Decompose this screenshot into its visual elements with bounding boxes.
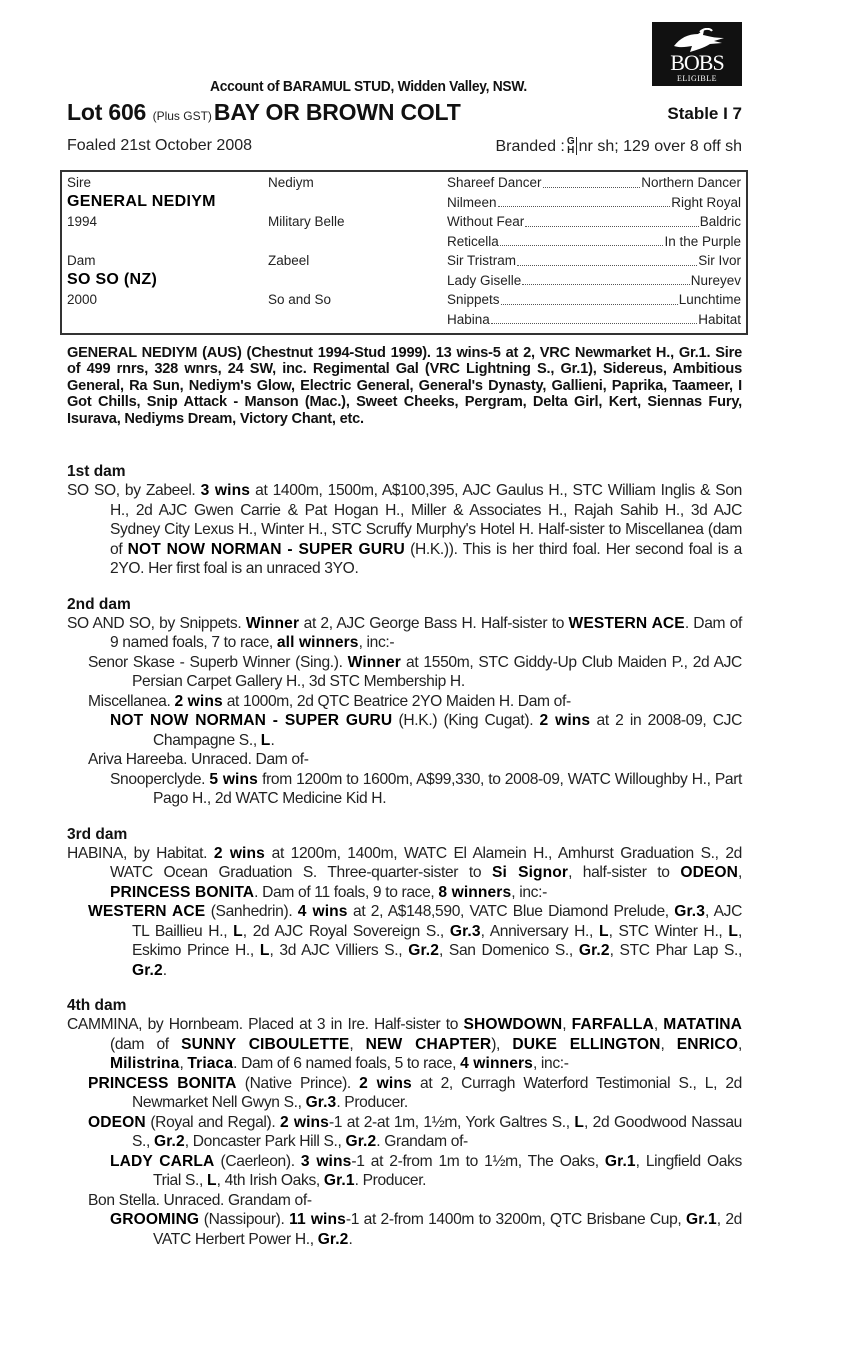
section-heading: 3rd dam — [67, 825, 128, 843]
text: at 2, Curragh Waterford Testimonial S., L, 2d Newmarket Nell Gwyn S., — [132, 1074, 742, 1111]
dotted-leader — [543, 173, 641, 188]
ancestor-sire: Lunchtime — [678, 292, 741, 307]
family-entry — [67, 844, 742, 903]
family-entry — [67, 614, 742, 653]
dotted-leader — [525, 212, 698, 227]
text: Bon Stella. Unraced. Grandam of- — [88, 1191, 312, 1209]
logo-text: BOBS — [670, 50, 724, 75]
bold-text: Gr.1 — [686, 1211, 717, 1228]
family-entry — [67, 1152, 742, 1191]
sire-year: 1994 — [67, 214, 98, 229]
text: Miscellanea. — [88, 692, 175, 710]
text: , Anniversary H., — [480, 922, 599, 940]
bold-text: 3 wins — [300, 1152, 352, 1170]
bold-text: L — [574, 1113, 585, 1131]
text: CAMMINA, by Hornbeam. Placed at 3 in Ire. Half-sister to — [67, 1016, 464, 1033]
bold-text: 5 wins — [209, 770, 258, 788]
text: at 1200m, 1400m, WATC El Alamein H., Amhurst Graduation S., 2d WATC Ocean Graduation S. Three-quarter-sister to — [110, 844, 742, 881]
text: (dam of — [110, 1035, 182, 1053]
text: Ariva Hareeba. Unraced. Dam of- — [88, 751, 309, 768]
family-entry — [67, 711, 742, 750]
lot-description: BAY OR BROWN COLT — [213, 99, 461, 125]
text: , 2d AJC Royal Sovereign S., — [242, 922, 450, 940]
bold-text: Milistrina — [110, 1055, 180, 1072]
section-heading: 2nd dam — [67, 595, 131, 613]
text: , 2d Goodwood Nassau S., — [132, 1113, 743, 1150]
dam-section — [67, 462, 742, 579]
dotted-leader — [522, 271, 689, 286]
bobs-eligible-logo — [652, 22, 742, 86]
family-entry — [67, 1210, 742, 1249]
family-entry — [67, 1074, 742, 1113]
text: at 2, AJC George Bass H. Half-sister to — [299, 614, 569, 632]
text: -1 at 2-at 1m, 1½m, York Galtres S., — [328, 1113, 575, 1131]
text: , San Domenico S., — [438, 942, 579, 959]
bold-text: Gr.2 — [578, 942, 610, 959]
text: at 1550m, STC Giddy-Up Club Maiden P., 2d AJC Persian Carpet Gallery H., 3d STC Membership H. — [132, 653, 742, 690]
bold-text: 2 wins — [174, 692, 223, 710]
dam-year: 2000 — [67, 292, 98, 307]
text: (Native Prince). — [236, 1074, 360, 1092]
bold-text: NOT NOW NORMAN - SUPER GURU — [127, 540, 405, 558]
text: , 2d VATC Herbert Power H., — [153, 1211, 742, 1248]
text: -1 at 2-from 1m to 1½m, The Oaks, — [351, 1152, 605, 1170]
bold-text: NOT NOW NORMAN - SUPER GURU — [110, 712, 393, 729]
family-entry — [67, 653, 742, 692]
bold-text: L — [260, 731, 271, 749]
bold-text: Gr.3 — [674, 903, 706, 920]
bold-text: Gr.1 — [323, 1172, 355, 1189]
text: , — [653, 1016, 664, 1033]
bold-text: PRINCESS BONITA — [88, 1074, 237, 1092]
text: , Lingfield Oaks Trial S., — [153, 1152, 742, 1189]
family-entry — [67, 750, 742, 770]
ancestor-sire: Right Royal — [671, 194, 741, 210]
text: ), — [491, 1035, 513, 1053]
family-entry — [67, 770, 742, 809]
bold-text: 4 winners — [460, 1055, 533, 1072]
sire-label: Sire — [67, 175, 92, 190]
dam-label: Dam — [67, 253, 96, 268]
ancestor-sire: Sir Ivor — [698, 253, 741, 268]
dotted-leader — [491, 310, 697, 325]
brand-top: G — [566, 136, 575, 147]
text: at 1000m, 2d QTC Beatrice 2YO Maiden H. Dam of- — [222, 692, 571, 710]
bold-text: all winners — [276, 634, 359, 651]
text: (H.K.) (King Cugat). — [392, 712, 540, 729]
bold-text: 8 winners — [438, 883, 512, 901]
pedigree-gen3-row — [447, 310, 741, 330]
text: SO SO, by Zabeel. — [67, 482, 201, 499]
text: , — [660, 1035, 677, 1053]
text: , inc:- — [532, 1055, 569, 1072]
dotted-leader — [500, 232, 664, 247]
bold-text: 2 wins — [359, 1074, 412, 1092]
ancestor-name: Nilmeen — [447, 194, 497, 210]
bold-text: NEW CHAPTER — [365, 1035, 492, 1053]
text: , Eskimo Prince H., — [132, 922, 742, 959]
bold-text: ODEON — [680, 864, 739, 881]
text: , — [562, 1016, 572, 1033]
ancestor-name: Sir Tristram — [447, 253, 516, 268]
lot-number: Lot 606 — [67, 99, 147, 125]
text: . Dam of 11 foals, 9 to race, — [254, 883, 439, 901]
pedigree-gen3-row — [447, 271, 741, 291]
bold-text: L — [206, 1172, 217, 1189]
section-heading: 4th dam — [67, 997, 127, 1014]
text: . Producer. — [336, 1094, 408, 1111]
text: at 2, A$148,590, VATC Blue Diamond Prelude, — [347, 903, 675, 920]
bold-text: Gr.2 — [345, 1133, 377, 1150]
sire-dam: Military Belle — [268, 214, 345, 229]
female-family — [67, 462, 742, 1265]
bold-text: L — [259, 942, 270, 959]
bold-text: 2 wins — [213, 844, 265, 862]
bold-text: 2 wins — [539, 712, 591, 729]
text: , inc:- — [511, 883, 547, 901]
text: at 1400m, 1500m, A$100,395, AJC Gaulus H., STC William Inglis & Son H., 2d AJC Gwen Carrie & Pat Hogan H., Miller & Associates H., Rajah Sahib H., 3d AJC Sydney City Lexus H., Winter H., STC Scruffy Murphy's Hotel H. Half-sister to Miscellanea (dam of — [110, 482, 743, 558]
ancestor-name: Shareef Dancer — [447, 175, 542, 190]
bold-text: Winner — [245, 614, 300, 632]
ancestor-name: Habina — [447, 311, 490, 327]
pedigree-gen3-row — [447, 251, 741, 271]
pedigree-gen3-row — [447, 212, 741, 232]
text: Snooperclyde. — [110, 770, 210, 788]
text: , STC Winter H., — [608, 922, 729, 940]
ancestor-sire: Baldric — [699, 214, 741, 229]
text: HABINA, by Habitat. — [67, 844, 214, 862]
dam-section — [67, 595, 742, 809]
text: SO AND SO, by Snippets. — [67, 614, 246, 632]
dam-dam: So and So — [268, 292, 332, 307]
text: , — [349, 1035, 366, 1053]
sire-name: GENERAL NEDIYM — [67, 193, 216, 210]
ancestor-name: Snippets — [447, 292, 500, 307]
text: , half-sister to — [568, 864, 681, 881]
branded-text: nr sh; 129 over 8 off sh — [578, 138, 742, 155]
dotted-leader — [498, 193, 671, 208]
text: . — [270, 731, 275, 749]
dotted-leader — [517, 251, 697, 266]
ancestor-name: Without Fear — [447, 214, 525, 229]
vendor-account: Account of BARAMUL STUD, Widden Valley, NSW. — [210, 78, 527, 95]
bold-text: 11 wins — [289, 1211, 346, 1228]
text: , inc:- — [358, 634, 395, 651]
family-entry — [67, 692, 742, 712]
text: , 3d AJC Villiers S., — [269, 942, 409, 959]
text: , 4th Irish Oaks, — [216, 1172, 324, 1189]
bold-text: Triaca — [187, 1055, 234, 1072]
dam-section — [67, 825, 742, 981]
ancestor-name: Lady Giselle — [447, 272, 522, 288]
bold-text: Winner — [347, 653, 401, 671]
pedigree-gen3-row — [447, 193, 741, 213]
text: , STC Phar Lap S., — [609, 942, 743, 959]
sire-sire: Nediym — [268, 175, 314, 190]
gst-note: (Plus GST) — [152, 109, 212, 123]
bold-text: MATATINA — [663, 1016, 742, 1033]
dam-section — [67, 996, 742, 1249]
dotted-leader — [501, 290, 678, 305]
pedigree-gen3-row — [447, 173, 741, 193]
bold-text: Gr.1 — [604, 1152, 636, 1170]
ancestor-name: Reticella — [447, 233, 499, 249]
bold-text: L — [233, 922, 243, 940]
text: (Caerleon). — [214, 1152, 301, 1170]
bold-text: LADY CARLA — [110, 1152, 215, 1170]
bold-text: 2 wins — [280, 1113, 329, 1131]
ancestor-sire: Nureyev — [690, 272, 741, 288]
dam-sire: Zabeel — [268, 253, 310, 268]
text: . — [162, 961, 167, 979]
family-entry — [67, 481, 742, 579]
bold-text: Gr.3 — [449, 922, 481, 940]
ancestor-sire: Northern Dancer — [641, 175, 741, 190]
text: , — [179, 1055, 188, 1072]
foaled-date: Foaled 21st October 2008 — [67, 137, 253, 154]
stable-number: Stable I 7 — [667, 104, 742, 123]
section-heading: 1st dam — [67, 463, 126, 480]
bold-text: GROOMING — [110, 1211, 200, 1228]
bold-text: WESTERN ACE — [568, 614, 685, 632]
text: at 2 in 2008-09, CJC Champagne S., — [153, 712, 743, 749]
text: (Royal and Regal). — [145, 1113, 281, 1131]
text: . Dam of 6 named foals, 5 to race, — [233, 1055, 461, 1072]
bold-text: Gr.2 — [408, 942, 439, 959]
family-entry — [67, 1015, 742, 1074]
family-entry — [67, 1191, 742, 1211]
text: , — [738, 1035, 743, 1053]
family-entry — [67, 902, 742, 980]
text: . Grandam of- — [376, 1133, 468, 1150]
pedigree-table — [60, 170, 748, 335]
bold-text: 3 wins — [200, 482, 250, 499]
text: , — [738, 864, 743, 881]
bold-text: ENRICO — [676, 1035, 739, 1053]
bold-text: Gr.2 — [154, 1133, 185, 1150]
sire-summary: GENERAL NEDIYM (AUS) (Chestnut 1994-Stud 1999). 13 wins-5 at 2, VRC Newmarket H., Gr.1. Sire of 499 rnrs, 328 wnrs, 24 SW, inc. Regimental Gal (VRC Lightning S., Gr.1), Sidereus, Ambitious General, Ra Sun, Nediym's Glow, Electric General, General's Dynasty, Gallieni, Paprika, Taameer, I Got Chills, Snip Attack - Manson (Mac.), Sweet Cheeks, Pergram, Delta Girl, Kert, Siennas Fury, Isurava, Nediyms Dream, Victory Chant, etc. — [67, 345, 742, 427]
text: (H.K.)). This is her third foal. Her second foal is a 2YO. Her first foal is an unraced 3YO. — [110, 540, 742, 577]
text: . Producer. — [354, 1172, 427, 1189]
logo-subtext: ELIGIBLE — [677, 74, 717, 83]
ancestor-sire: Habitat — [698, 311, 741, 327]
pedigree-gen3-row — [447, 290, 741, 310]
bold-text: L — [598, 922, 609, 940]
text: (Nassipour). — [199, 1211, 290, 1228]
bold-text: SHOWDOWN — [463, 1016, 563, 1033]
bold-text: Gr.3 — [305, 1094, 337, 1111]
brand-mark — [567, 137, 577, 155]
bold-text: WESTERN ACE — [88, 903, 206, 920]
family-entry — [67, 1113, 742, 1152]
bold-text: 4 wins — [297, 903, 348, 920]
text: . Dam of 9 named foals, 7 to race, — [110, 614, 742, 651]
bold-text: PRINCESS BONITA — [110, 883, 255, 901]
bold-text: L — [728, 922, 739, 940]
text: from 1200m to 1600m, A$99,330, to 2008-09, WATC Willoughby H., Part Pago H., 2d WATC Medicine Kid H. — [153, 770, 743, 807]
text: , Doncaster Park Hill S., — [184, 1133, 346, 1150]
bold-text: DUKE ELLINGTON — [512, 1035, 661, 1053]
bold-text: Gr.2 — [317, 1230, 349, 1248]
dam-name: SO SO (NZ) — [67, 271, 158, 288]
branded-label: Branded : — [495, 138, 565, 155]
bold-text: ODEON — [88, 1113, 146, 1131]
text: , AJC TL Baillieu H., — [132, 903, 743, 940]
brand-bottom: H — [567, 145, 575, 156]
bold-text: FARFALLA — [571, 1016, 654, 1033]
text: (Sanhedrin). — [205, 903, 298, 920]
branded-info — [495, 137, 742, 156]
bold-text: Gr.2 — [132, 961, 163, 979]
bold-text: Si Signor — [491, 864, 569, 881]
text: . — [348, 1230, 353, 1248]
bold-text: SUNNY CIBOULETTE — [181, 1035, 350, 1053]
text: Senor Skase - Superb Winner (Sing.). — [88, 653, 348, 671]
lot-line — [67, 99, 461, 126]
text: -1 at 2-from 1400m to 3200m, QTC Brisbane Cup, — [345, 1211, 687, 1228]
ancestor-sire: In the Purple — [664, 233, 741, 249]
pedigree-gen3-row — [447, 232, 741, 252]
